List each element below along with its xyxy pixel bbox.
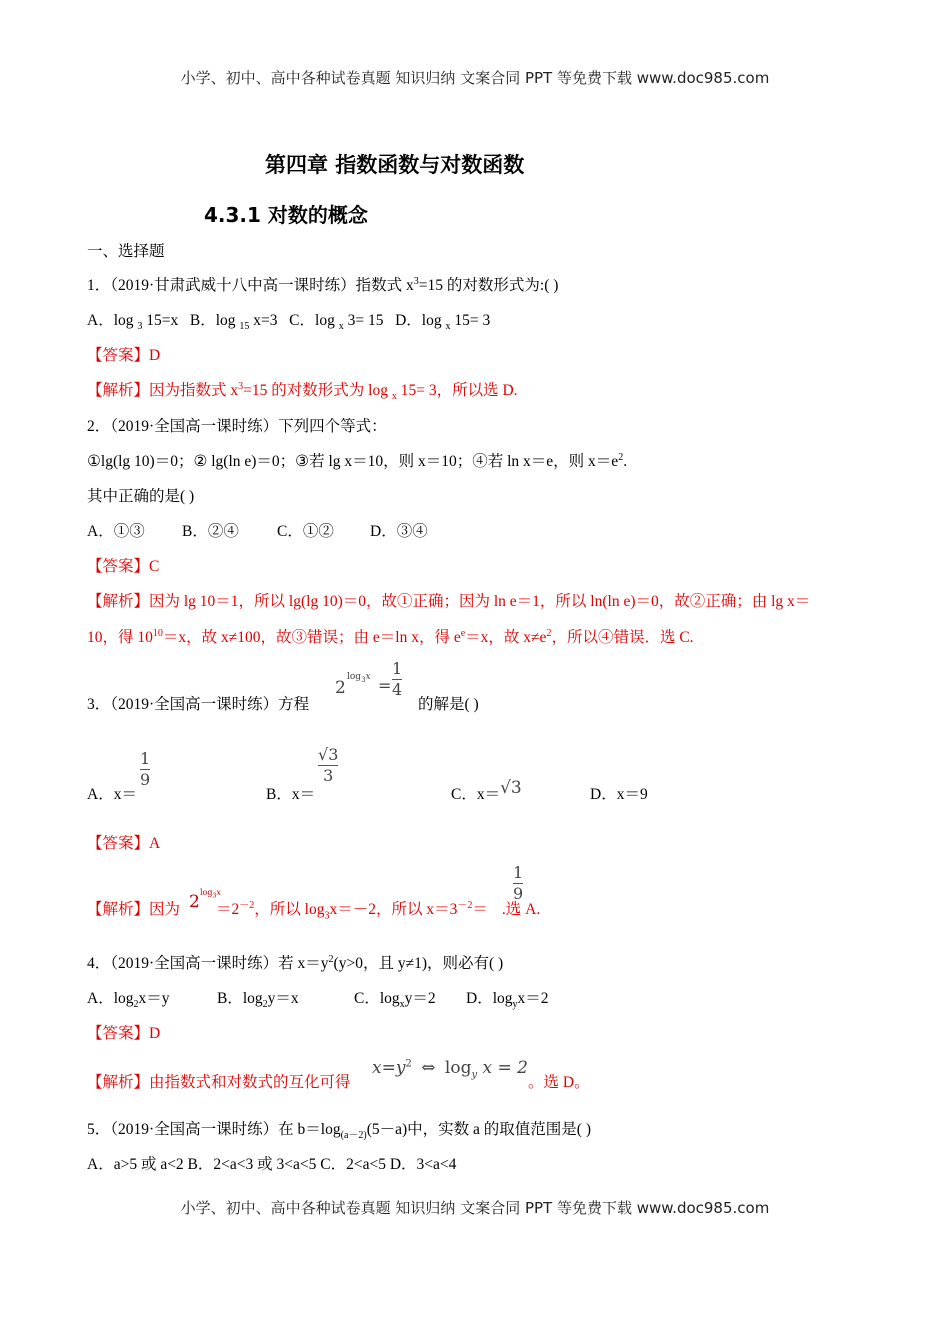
chapter-title: 第四章 指数函数与对数函数 bbox=[265, 153, 525, 177]
section-title: 4.3.1 对数的概念 bbox=[204, 203, 368, 227]
q4-stem: 4．（2019·全国高一课时练）若 $x=y^2(y>0$，且 y≠1)，则必有( ) bbox=[87, 953, 504, 972]
q1-stem: 1．（2019·甘肃武威十八中高一课时练）指数式 $x^3=15$ 的对数形式为:( ) bbox=[87, 275, 559, 294]
q1-option-d: D．log $_x$ 15= 3 bbox=[395, 312, 491, 333]
q2-items: ①lg(lg 10)＝0；② lg(ln e)＝0；③若 lg x＝10，则 x＝10；④若 ln x＝e，则 $x=e^2$. bbox=[87, 451, 628, 470]
q2-analysis-line1: 【解析】因为 lg 10＝1，所以 lg(lg 10)＝0，故①正确；因为 ln e＝1，所以 ln(ln e)＝0，故②正确；由 lg x＝ bbox=[87, 593, 811, 610]
q1-option-b: B．log $_{15}$ x=3 bbox=[189, 312, 278, 333]
q4-option-a: A．$\log_2x=y$ bbox=[87, 990, 170, 1011]
q3-answer: 【答案】A bbox=[87, 835, 161, 852]
q2-analysis-line2: 10，得 $10^{10}=x$，故 x≠100，故③错误；由 e＝ln x，得 $e^e=x$，故 $x\ne e^2$，所以④错误．选 C. bbox=[87, 627, 694, 646]
q3-analysis: 【解析】因为 $=2^{-2}$，所以 $\log_3x=-2$，所以 $x=3^{-2}=$ .选 A. bbox=[87, 900, 541, 922]
q4-option-d: D．$\log_yx=2$ bbox=[466, 990, 549, 1011]
q3-stem: 3．（2019·全国高一课时练）方程 bbox=[87, 696, 310, 713]
q5-stem: 5．（2019·全国高一课时练）在 $b=\log_{(a-2)}(5-a)$中，实数 a 的取值范围是( ) bbox=[87, 1121, 592, 1142]
q2-answer: 【答案】C bbox=[87, 558, 160, 575]
q3-option-c: C．x＝√3 bbox=[451, 778, 522, 803]
q1-option-a: A．log $_3$ 15=x bbox=[87, 312, 179, 333]
q2-question: 其中正确的是( ) bbox=[87, 488, 195, 505]
q3-option-b: B．x＝ bbox=[266, 786, 316, 803]
q4-option-b: B．$\log_2y=x$ bbox=[217, 990, 299, 1011]
q2-stem: 2．（2019·全国高一课时练）下列四个等式： bbox=[87, 418, 387, 435]
q4-option-c: C．$\log_xy=2$ bbox=[354, 990, 436, 1011]
section-label: 一、选择题 bbox=[87, 243, 165, 260]
page-header: 小学、初中、高中各种试卷真题 知识归纳 文案合同 PPT 等免费下载 www.doc985.com bbox=[180, 69, 770, 87]
q4-options bbox=[87, 986, 549, 1011]
q2-option-b: B．②④ bbox=[182, 523, 239, 540]
q1-analysis: 【解析】因为指数式 $x^3=15$ 的对数形式为 log $_x$ 15= 3，所以选 D. bbox=[87, 380, 518, 403]
q1-option-c: C．log $_x$ 3= 15 bbox=[289, 312, 384, 333]
q2-option-a: A．①③ bbox=[87, 523, 145, 540]
q3-option-a: A．x＝ bbox=[87, 786, 137, 803]
q3-analysis-frac: $\frac{1}{9}$ bbox=[513, 863, 524, 903]
q4-answer: 【答案】D bbox=[87, 1025, 161, 1042]
q2-option-d: D．③④ bbox=[370, 523, 428, 540]
q1-answer: 【答案】D bbox=[87, 347, 161, 364]
q3-option-b-frac: $\frac{√3}{3}$ bbox=[318, 745, 339, 785]
q3-option-d: D．x＝9 bbox=[590, 786, 648, 803]
q2-option-c: C．①② bbox=[277, 523, 334, 540]
q3-stem-post: 的解是( ) bbox=[418, 696, 479, 713]
q5-options: A．a>5 或 a<2 B．2<a<3 或 3<a<5 C．2<a<5 D．3<a<4 bbox=[87, 1156, 457, 1173]
page-footer: 小学、初中、高中各种试卷真题 知识归纳 文案合同 PPT 等免费下载 www.doc985.com bbox=[180, 1199, 770, 1217]
q4-analysis: 【解析】由指数式和对数式的互化可得 bbox=[87, 1074, 351, 1091]
q2-options bbox=[87, 519, 428, 541]
q1-options bbox=[87, 308, 490, 332]
q4-analysis-formula: $x=y^2$ ⇔ $\log_y x = 2$ bbox=[372, 1058, 528, 1081]
q4-analysis-post: 。选 D。 bbox=[528, 1074, 590, 1091]
q3-option-a-frac: $\frac{1}{9}$ bbox=[140, 749, 151, 789]
